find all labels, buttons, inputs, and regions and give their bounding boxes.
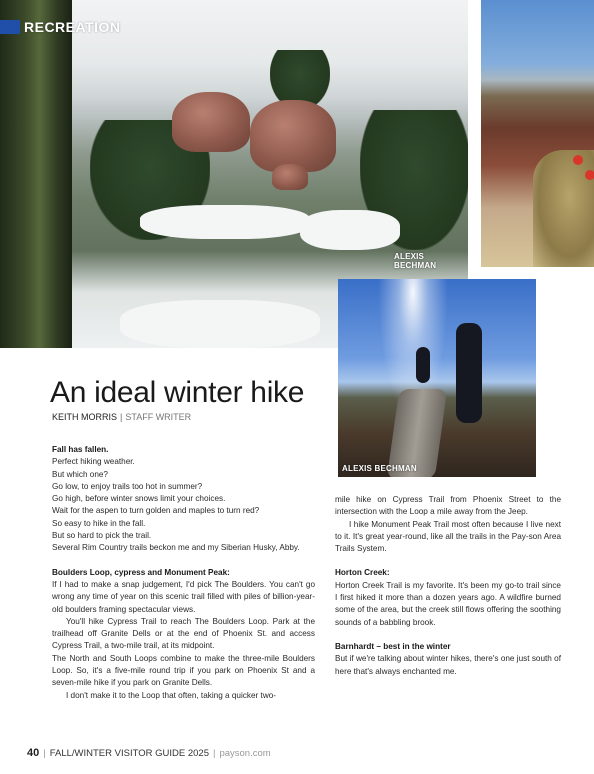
paragraph: Horton Creek Trail is my favorite. It's been my go-to trail since I first hiked it more than a dozen years ago. A wildfire burned some of the area, but the creek still flows offering the soothing sounds of a babbling brook. — [335, 580, 561, 627]
intro-line: So easy to hike in the fall. — [52, 518, 146, 528]
snow-patch — [120, 300, 320, 348]
body-column-left — [52, 444, 315, 702]
cactus — [533, 150, 594, 267]
intro-heading: Fall has fallen. — [52, 445, 109, 454]
section-tab — [0, 18, 121, 36]
author-name: KEITH MORRIS — [52, 412, 118, 422]
mossy-tree-trunk — [0, 0, 72, 348]
page-footer — [27, 747, 271, 759]
red-rock-canyon-photo — [481, 0, 594, 267]
adult-hiker — [456, 323, 482, 423]
footer-separator: | — [212, 748, 216, 759]
paragraph: You'll hike Cypress Trail to reach The Boulders Loop. Park at the trailhead off Granite Dells or at the end of Phoenix St. and access Cypress Trail, a two-mile trail, at its midpoint. — [52, 616, 315, 651]
child-hiker — [416, 347, 430, 383]
paragraph: mile hike on Cypress Trail from Phoenix Street to the intersection with the Loop a mile away from the Jeep. — [335, 495, 561, 517]
page-number: 40 — [27, 747, 40, 759]
section-label: RECREATION — [24, 19, 121, 35]
intro-line: Perfect hiking weather. — [52, 457, 135, 467]
paragraph: But if we're talking about winter hikes, there's one just south of here that's always enchanted me. — [335, 654, 561, 676]
byline — [52, 412, 191, 422]
publication-name: FALL/WINTER VISITOR GUIDE 2025 — [49, 748, 209, 759]
paragraph: The North and South Loops combine to make the three-mile Boulders Loop. So, it's a five-mile round trip if you park on Phoenix St and a seven-mile hike if you park on Granite Dells. — [52, 653, 315, 688]
byline-separator: | — [120, 412, 123, 422]
section-accent-bar — [0, 20, 20, 34]
snow-patch — [140, 205, 310, 239]
section-heading: Horton Creek: — [335, 568, 390, 578]
paragraph: If I had to make a snap judgement, I'd pick The Boulders. You can't go wrong any time of year on this scenic trail filled with piles of billion-year-old boulders framing spectacular views. — [52, 579, 315, 614]
intro-line: Wait for the aspen to turn golden and maples to turn red? — [52, 506, 260, 516]
intro-line: Go low, to enjoy trails too hot in summer? — [52, 481, 203, 491]
intro-line: Go high, before winter snows limit your choices. — [52, 494, 226, 504]
footer-separator: | — [43, 748, 46, 759]
article-title: An ideal winter hike — [50, 376, 305, 409]
section-heading: Barnhardt – best in the winter — [335, 641, 451, 651]
body-column-right — [335, 494, 561, 678]
intro-line: But which one? — [52, 469, 108, 479]
boulder — [250, 100, 336, 172]
cactus-flower — [585, 170, 594, 180]
boulder — [272, 164, 308, 190]
intro-line: But so hard to pick the trail. — [52, 531, 152, 541]
paragraph: I hike Monument Peak Trail most often because I live next to it. It's great year-round, like all the trails in the Pay-son Area Trails System. — [335, 519, 561, 554]
section-heading: Boulders Loop, cypress and Monument Peak: — [52, 567, 230, 577]
website-link[interactable]: payson.com — [219, 748, 271, 759]
hikers-on-log-photo — [338, 279, 536, 477]
intro-line: Several Rim Country trails beckon me and my Siberian Husky, Abby. — [52, 543, 300, 553]
snow-patch — [300, 210, 400, 250]
photo-credit: ALEXIS BECHMAN — [342, 464, 417, 473]
photo-credit: ALEXIS BECHMAN — [394, 252, 437, 270]
author-role: STAFF WRITER — [125, 412, 192, 422]
paragraph: I don't make it to the Loop that often, taking a quicker two- — [66, 690, 277, 700]
boulder — [172, 92, 250, 152]
cactus-flower — [573, 155, 583, 165]
